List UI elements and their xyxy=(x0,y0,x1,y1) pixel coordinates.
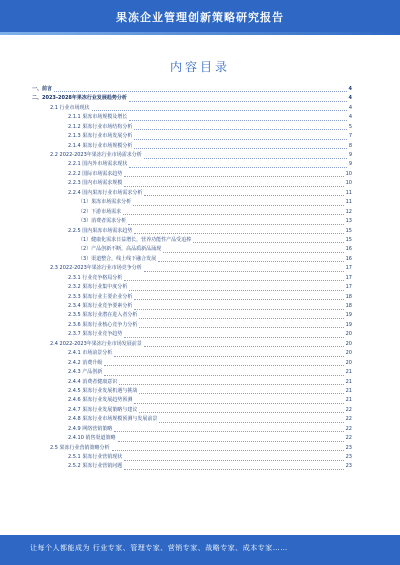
toc-entry[interactable] xyxy=(32,444,352,453)
dot-leader xyxy=(123,213,343,215)
dot-leader xyxy=(134,232,343,234)
toc-entry-label: 2.3.4 果冻行业竞争要素分析 xyxy=(68,303,133,310)
toc-entry[interactable] xyxy=(32,293,352,302)
toc-entry-label: 2.2.4 国内果冻行业市场需求分析 xyxy=(68,189,143,196)
toc-entry-label: 2.4.3 产品创新 xyxy=(68,369,103,376)
toc-entry-label: 2.1 行业市场现状 xyxy=(50,104,90,111)
toc-entry[interactable] xyxy=(32,123,352,132)
toc-entry[interactable] xyxy=(32,415,352,424)
toc-entry-label: 2.1.2 果冻行业市场结构分析 xyxy=(68,123,133,130)
toc-entry-page: 20 xyxy=(345,331,352,338)
dot-leader xyxy=(112,449,344,451)
toc-entry-page: 23 xyxy=(345,463,352,470)
toc-heading: 内容目录 xyxy=(169,60,230,74)
toc-entry-page: 11 xyxy=(345,189,352,196)
toc-entry[interactable] xyxy=(32,170,352,179)
toc-entry-page: 21 xyxy=(345,369,352,376)
dot-leader xyxy=(139,411,343,413)
dot-leader xyxy=(124,279,343,281)
toc-entry[interactable] xyxy=(32,396,352,405)
toc-entry-page: 16 xyxy=(345,255,352,262)
toc-entry-page: 15 xyxy=(345,227,352,234)
dot-leader xyxy=(133,204,343,206)
toc-entry-label: 2.2.2 国际市场需求趋势 xyxy=(68,170,123,177)
toc-entry-label: 2.4.5 果冻行业发展机遇与挑战 xyxy=(68,387,138,394)
toc-entry[interactable] xyxy=(32,283,352,292)
toc-entry[interactable] xyxy=(32,387,352,396)
dot-leader xyxy=(124,468,343,470)
dot-leader xyxy=(144,270,344,272)
toc-entry[interactable] xyxy=(32,104,352,113)
toc-entry-page: 9 xyxy=(348,161,352,168)
dot-leader xyxy=(128,223,343,225)
toc-entry-label: 2.5 果冻行业营销策略分析 xyxy=(50,444,110,451)
toc-entry-page: 19 xyxy=(345,321,352,328)
dot-leader xyxy=(124,175,343,177)
toc-entry[interactable] xyxy=(32,368,352,377)
toc-entry[interactable] xyxy=(32,161,352,170)
toc-entry-page: 17 xyxy=(345,265,352,272)
dot-leader xyxy=(193,241,343,243)
toc-entry-label: （3）消费者需求分析 xyxy=(78,218,127,225)
dot-leader xyxy=(54,90,347,92)
toc-entry-page: 12 xyxy=(345,208,352,215)
dot-leader xyxy=(139,317,343,319)
toc-entry-page: 20 xyxy=(345,350,352,357)
toc-entry-page: 18 xyxy=(345,293,352,300)
toc-entry-label: 2.2.5 国内果冻市场需求趋势 xyxy=(68,227,133,234)
toc-entry-label: 2.1.3 果冻行业市场发展分析 xyxy=(68,133,133,140)
dot-leader xyxy=(139,326,343,328)
toc-entry-page: 11 xyxy=(345,199,352,206)
table-of-contents xyxy=(32,85,352,472)
dot-leader xyxy=(114,355,343,357)
toc-entry-page: 22 xyxy=(345,435,352,442)
toc-entry-label: （1）果冻市场需求分析 xyxy=(78,199,132,206)
dot-leader xyxy=(129,289,343,291)
toc-entry-page: 7 xyxy=(348,133,352,140)
toc-entry[interactable] xyxy=(32,340,352,349)
toc-entry-label: 2.5.1 果冻行业营销现状 xyxy=(68,454,123,461)
toc-entry-page: 5 xyxy=(348,123,352,130)
toc-entry[interactable] xyxy=(32,208,352,217)
toc-entry-page: 20 xyxy=(345,340,352,347)
dot-leader xyxy=(134,128,346,130)
toc-entry-label: 2.5.2 果冻行业营销问题 xyxy=(68,463,123,470)
toc-entry-page: 23 xyxy=(345,444,352,451)
toc-entry-page: 15 xyxy=(345,236,352,243)
toc-entry-label: 一、前言 xyxy=(32,85,53,92)
dot-leader xyxy=(119,383,343,385)
toc-entry-label: 2.4.2 消费升级 xyxy=(68,359,103,366)
toc-entry-label: 2.4.6 果冻行业发展趋势预测 xyxy=(68,397,133,404)
toc-entry[interactable] xyxy=(32,255,352,264)
toc-entry[interactable] xyxy=(32,302,352,311)
toc-entry[interactable] xyxy=(32,189,352,198)
toc-entry-label: 2.1.4 果冻行业市场规模分析 xyxy=(68,142,133,149)
toc-entry-label: 二、2023-2028年果冻行业发展趋势分析 xyxy=(32,95,127,102)
toc-entry[interactable] xyxy=(32,85,352,94)
toc-entry-page: 21 xyxy=(345,378,352,385)
toc-entry-label: 2.4.7 果冻行业发展策略与建议 xyxy=(68,406,138,413)
toc-entry[interactable] xyxy=(32,179,352,188)
toc-entry[interactable] xyxy=(32,453,352,462)
dot-leader xyxy=(139,392,343,394)
toc-entry-page: 10 xyxy=(345,170,352,177)
dot-leader xyxy=(124,185,343,187)
toc-entry-label: 2.2.1 国内外市场需求现状 xyxy=(68,161,128,168)
toc-entry-label: 2.2.3 国内市场需求规模 xyxy=(68,180,123,187)
toc-entry[interactable] xyxy=(32,349,352,358)
toc-entry-label: 2.2 2022-2023年果冻行业市场需求分析 xyxy=(50,152,142,159)
toc-entry-label: 2.3.3 果冻行业主要企业分析 xyxy=(68,293,133,300)
dot-leader xyxy=(159,421,343,423)
toc-entry-page: 10 xyxy=(345,180,352,187)
toc-entry-label: 2.4.9 网络营销策略 xyxy=(68,425,113,432)
toc-entry-page: 4 xyxy=(348,95,352,102)
toc-entry[interactable] xyxy=(32,264,352,273)
toc-entry-label: （1）健康化需求日益增长，营养功能性产品受追捧 xyxy=(78,236,192,243)
toc-entry[interactable] xyxy=(32,227,352,236)
toc-entry[interactable] xyxy=(32,217,352,226)
toc-entry[interactable] xyxy=(32,94,352,103)
toc-entry-page: 22 xyxy=(345,406,352,413)
toc-entry-label: （2）产品创新不断，高品质新品涌现 xyxy=(78,246,162,253)
toc-entry-page: 16 xyxy=(345,246,352,253)
toc-entry[interactable] xyxy=(32,434,352,443)
toc-entry-label: 2.4.8 果冻行业市场规模预测与发展前景 xyxy=(68,416,158,423)
toc-entry-label: 2.3.2 果冻行业集中度分析 xyxy=(68,284,128,291)
toc-entry[interactable] xyxy=(32,142,352,151)
dot-leader xyxy=(114,430,343,432)
dot-leader xyxy=(92,109,347,111)
toc-entry-page: 17 xyxy=(345,274,352,281)
toc-entry[interactable] xyxy=(32,198,352,207)
toc-entry-page: 22 xyxy=(345,425,352,432)
toc-entry-label: （2）下游市场需求 xyxy=(78,208,122,215)
toc-entry[interactable] xyxy=(32,330,352,339)
dot-leader xyxy=(134,402,343,404)
dot-leader xyxy=(144,194,343,196)
report-title: 果冻企业管理创新策略研究报告 xyxy=(116,11,284,24)
toc-entry[interactable] xyxy=(32,321,352,330)
dot-leader xyxy=(124,459,343,461)
toc-entry[interactable] xyxy=(32,274,352,283)
dot-leader xyxy=(163,251,343,253)
dot-leader xyxy=(129,119,346,121)
dot-leader xyxy=(129,166,346,168)
toc-entry-page: 23 xyxy=(345,454,352,461)
toc-entry-page: 17 xyxy=(345,284,352,291)
toc-entry-label: 2.3.7 果冻行业竞争趋势 xyxy=(68,331,123,338)
toc-entry[interactable] xyxy=(32,151,352,160)
dot-leader xyxy=(134,308,343,310)
toc-entry-label: （3）渠道整合，线上线下融合发展 xyxy=(78,255,157,262)
toc-entry[interactable] xyxy=(32,132,352,141)
toc-entry-label: 2.4.4 消费者健康意识 xyxy=(68,378,118,385)
dot-leader xyxy=(134,147,346,149)
toc-entry-page: 4 xyxy=(348,104,352,111)
toc-entry-page: 22 xyxy=(345,416,352,423)
toc-entry-label: 2.1.1 果冻市场规模及增长 xyxy=(68,114,128,121)
toc-entry-page: 18 xyxy=(345,303,352,310)
dot-leader xyxy=(129,100,347,102)
toc-entry-page: 19 xyxy=(345,312,352,319)
dot-leader xyxy=(124,336,343,338)
toc-entry-page: 20 xyxy=(345,359,352,366)
toc-entry[interactable] xyxy=(32,312,352,321)
toc-entry[interactable] xyxy=(32,245,352,254)
toc-entry[interactable] xyxy=(32,236,352,245)
dot-leader xyxy=(134,298,343,300)
dot-leader xyxy=(118,440,344,442)
dot-leader xyxy=(104,374,343,376)
toc-entry-label: 2.4.10 销售渠道策略 xyxy=(68,435,116,442)
toc-entry-label: 2.3.5 果冻行业潜在进入者分析 xyxy=(68,312,138,319)
toc-entry-page: 8 xyxy=(348,142,352,149)
toc-entry[interactable] xyxy=(32,406,352,415)
toc-entry-page: 13 xyxy=(345,218,352,225)
dot-leader xyxy=(144,345,344,347)
toc-entry-page: 21 xyxy=(345,397,352,404)
dot-leader xyxy=(158,260,343,262)
toc-entry[interactable] xyxy=(32,463,352,472)
toc-entry[interactable] xyxy=(32,378,352,387)
toc-entry-label: 2.4 2022-2023年果冻行业市场发展前景 xyxy=(50,340,142,347)
toc-entry-label: 2.3.6 果冻行业核心竞争力分析 xyxy=(68,321,138,328)
toc-entry-page: 21 xyxy=(345,387,352,394)
toc-entry[interactable] xyxy=(32,113,352,122)
toc-entry-page: 4 xyxy=(348,85,352,92)
toc-entry[interactable] xyxy=(32,425,352,434)
toc-entry-label: 2.3.1 行业竞争格局分析 xyxy=(68,274,123,281)
footer-slogan: 让每个人都能成为 行业专家、管理专家、营销专家、战略专家、成本专家…… xyxy=(30,544,288,552)
toc-entry[interactable] xyxy=(32,359,352,368)
toc-entry-label: 2.3 2022-2023年果冻行业市场竞争分析 xyxy=(50,265,142,272)
toc-entry-label: 2.4.1 市场前景分析 xyxy=(68,350,113,357)
dot-leader xyxy=(104,364,343,366)
toc-entry-page: 4 xyxy=(348,114,352,121)
dot-leader xyxy=(134,138,346,140)
dot-leader xyxy=(144,157,347,159)
toc-entry-page: 9 xyxy=(348,152,352,159)
